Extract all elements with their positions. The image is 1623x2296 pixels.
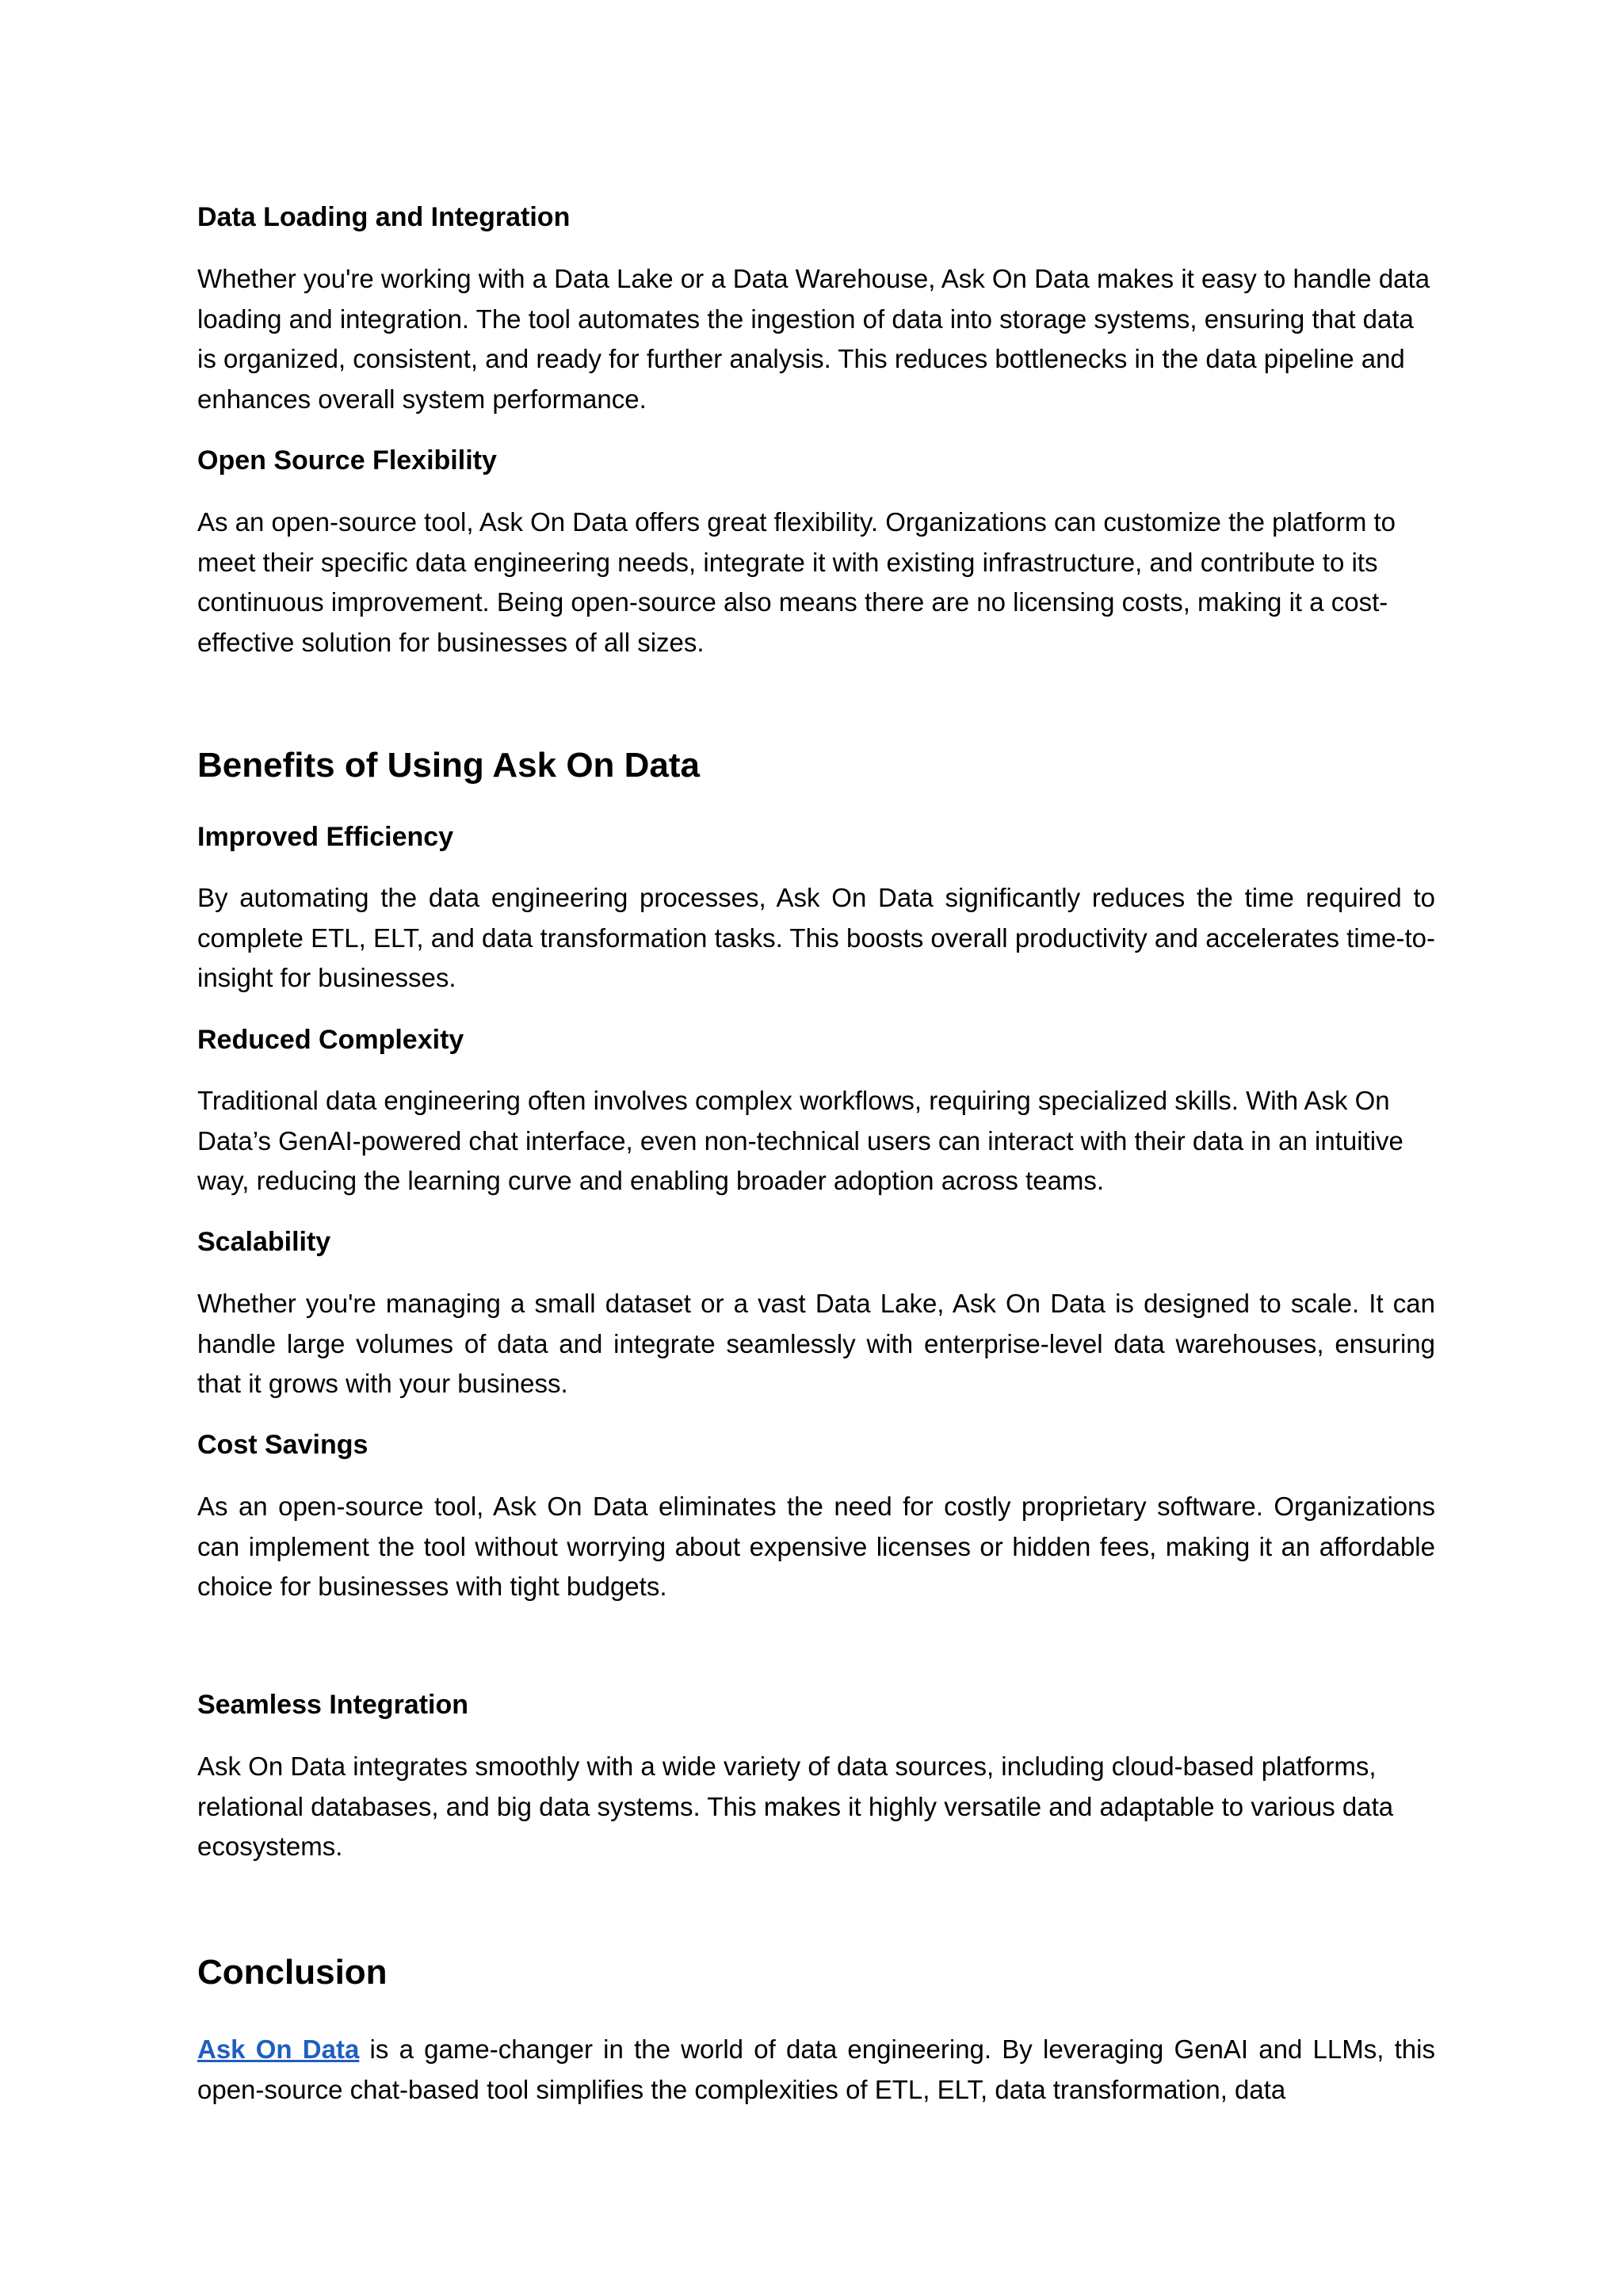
heading-cost-savings: Cost Savings bbox=[197, 1430, 369, 1460]
paragraph-seamless-integration: Ask On Data integrates smoothly with a wide variety of data sources, including cloud-based platforms, relational databases, and big data systems. This makes it highly versatile and adaptable to various data ecosystems. bbox=[197, 1752, 1394, 1861]
conclusion-text: is a game-changer in the world of data engineering. By leveraging GenAI and LLMs, this open-source chat-based tool simplifies the complexities of ETL, ELT, data transformation, data bbox=[197, 2034, 1435, 2104]
paragraph-reduced-complexity: Traditional data engineering often involves complex workflows, requiring specialized skills. With Ask On Data’s GenAI-powered chat interface, even non-technical users can interact with their data in an intuitive way, reducing the learning curve and enabling broader adoption across teams. bbox=[197, 1086, 1403, 1195]
heading-seamless-integration: Seamless Integration bbox=[197, 1690, 469, 1720]
heading-benefits: Benefits of Using Ask On Data bbox=[197, 746, 701, 785]
ask-on-data-link[interactable]: Ask On Data bbox=[197, 2034, 360, 2064]
heading-conclusion: Conclusion bbox=[197, 1953, 388, 1992]
paragraph-improved-efficiency: By automating the data engineering processes, Ask On Data significantly reduces the time required to complete ETL, ELT, and data transformation tasks. This boosts overall productivity and accelerates time-to-insight for businesses. bbox=[197, 883, 1435, 992]
paragraph-open-source: As an open-source tool, Ask On Data offers great flexibility. Organizations can customize the platform to meet their specific data engineering needs, integrate it with existing infrastructure, and contribute to its continuous improvement. Being open-source also means there are no licensing costs, making it a cost-effective solution for businesses of all sizes. bbox=[197, 507, 1396, 657]
heading-data-loading: Data Loading and Integration bbox=[197, 202, 571, 232]
paragraph-cost-savings: As an open-source tool, Ask On Data eliminates the need for costly proprietary software. Organizations can implement the tool without worrying about expensive licenses or hidden fees, making it an affordable choice for businesses with tight budgets. bbox=[197, 1492, 1435, 1601]
heading-open-source: Open Source Flexibility bbox=[197, 445, 497, 476]
paragraph-data-loading: Whether you're working with a Data Lake or a Data Warehouse, Ask On Data makes it easy to handle data loading and integration. The tool automates the ingestion of data into storage systems, ensuring that data is organized, consistent, and ready for further analysis. This reduces bottlenecks in the data pipeline and enhances overall system performance. bbox=[197, 264, 1430, 414]
paragraph-conclusion bbox=[197, 2030, 1435, 2110]
heading-reduced-complexity: Reduced Complexity bbox=[197, 1025, 464, 1055]
heading-improved-efficiency: Improved Efficiency bbox=[197, 822, 454, 852]
heading-scalability: Scalability bbox=[197, 1227, 331, 1257]
paragraph-scalability: Whether you're managing a small dataset or a vast Data Lake, Ask On Data is designed to scale. It can handle large volumes of data and integrate seamlessly with enterprise-level data warehouses, ensuring that it grows with your business. bbox=[197, 1289, 1435, 1398]
